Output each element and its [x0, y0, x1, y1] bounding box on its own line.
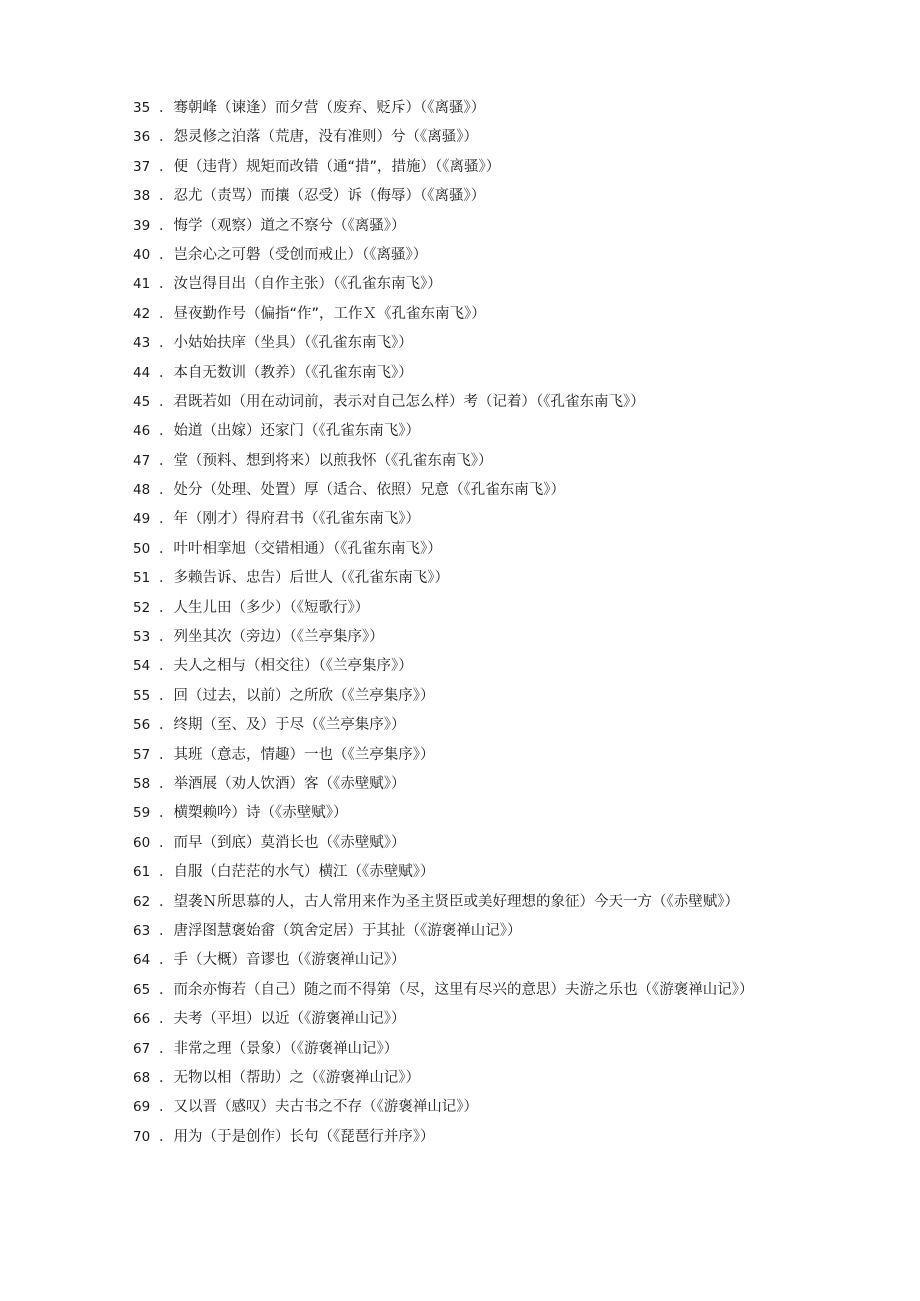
entry-text: ．而早（到底）莫消长也（《赤壁赋》） [159, 834, 406, 851]
list-item [133, 333, 773, 353]
list-item [133, 803, 773, 823]
entry-number: 36 [133, 129, 151, 146]
entry-text: ．回（过去，以前）之所欣（《兰亭集序》） [159, 687, 435, 704]
entry-number: 60 [133, 834, 151, 851]
list-item [133, 304, 773, 324]
list-item [133, 480, 773, 500]
list-item [133, 1039, 773, 1059]
list-item [133, 157, 773, 177]
entry-number: 47 [133, 452, 151, 469]
list-item [133, 1009, 773, 1029]
entry-text: ．非常之理（景象）（《游褒禅山记》） [159, 1040, 399, 1057]
entry-number: 63 [133, 922, 151, 939]
entry-number: 70 [133, 1128, 151, 1145]
entry-number: 54 [133, 658, 151, 675]
list-item [133, 950, 773, 970]
list-item [133, 274, 773, 294]
entry-list [133, 98, 773, 1156]
entry-text: ．君既若如（用在动词前，表示对自己怎么样）考（记着）（《孔雀东南飞》） [159, 393, 645, 410]
entry-number: 39 [133, 217, 151, 234]
entry-number: 55 [133, 687, 151, 704]
list-item [133, 686, 773, 706]
entry-text: ．便（违背）规矩而改错（通“措”，措施）（《离骚》） [159, 158, 501, 175]
entry-number: 57 [133, 746, 151, 763]
entry-text: ．多赖告诉、忠告）后世人（《孔雀东南飞》） [159, 570, 449, 587]
entry-text: ．昼夜勤作号（偏指“作”，工作Ｘ《孔雀东南飞》） [159, 305, 486, 322]
list-item [133, 1068, 773, 1088]
entry-number: 56 [133, 717, 151, 734]
list-item [133, 451, 773, 471]
entry-text: ．夫考（平坦）以近（《游褒禅山记》） [159, 1011, 406, 1028]
entry-text: ．横槊赖吟）诗（《赤壁赋》） [159, 805, 348, 822]
entry-number: 64 [133, 952, 151, 969]
entry-text: ．而余亦悔若（自己）随之而不得第（尽，这里有尽兴的意思）夫游之乐也（《游褒禅山记》） [159, 981, 754, 998]
entry-number: 69 [133, 1099, 151, 1116]
entry-text: ．骞朝峰（谏逢）而夕营（废弃、贬斥）（《离骚》） [159, 100, 486, 116]
entry-number: 46 [133, 423, 151, 440]
list-item [133, 245, 773, 265]
entry-number: 45 [133, 393, 151, 410]
entry-text: ．悔学（观察）道之不察兮（《离骚》） [159, 217, 406, 234]
list-item [133, 1127, 773, 1147]
entry-text: ．忍尤（责骂）而攘（忍受）诉（侮辱）（《离骚》） [159, 188, 486, 205]
entry-number: 61 [133, 864, 151, 881]
entry-text: ．终期（至、及）于尽（《兰亭集序》） [159, 717, 406, 734]
entry-number: 66 [133, 1011, 151, 1028]
entry-number: 52 [133, 599, 151, 616]
entry-text: ．堂（预料、想到将来）以煎我怀（《孔雀东南飞》） [159, 452, 493, 469]
list-item [133, 745, 773, 765]
list-item [133, 1097, 773, 1117]
list-item [133, 656, 773, 676]
entry-text: ．人生儿田（多少）（《短歌行》） [159, 599, 370, 616]
list-item [133, 627, 773, 647]
entry-number: 68 [133, 1069, 151, 1086]
entry-number: 51 [133, 570, 151, 587]
entry-number: 65 [133, 981, 151, 998]
entry-number: 58 [133, 775, 151, 792]
entry-text: ．怨灵修之泊落（荒唐，没有准则）兮（《离骚》） [159, 129, 478, 146]
entry-number: 40 [133, 246, 151, 263]
entry-text: ．望袭Ｎ所思慕的人，古人常用来作为圣主贤臣或美好理想的象征）今天一方（《赤壁赋》） [159, 893, 739, 910]
entry-text: ．本自无数训（教养）（《孔雀东南飞》） [159, 364, 413, 381]
entry-text: ．其班（意志，情趣）一也（《兰亭集序》） [159, 746, 435, 763]
entry-text: ．汝岂得目出（自作主张）（《孔雀东南飞》） [159, 276, 442, 293]
entry-text: ．唐浮图慧褒始畲（筑舍定居）于其扯（《游褒禅山记》） [159, 922, 522, 939]
entry-number: 41 [133, 276, 151, 293]
entry-text: ．小姑始扶庠（坐具）（《孔雀东南飞》） [159, 335, 413, 352]
entry-text: ．举酒展（劝人饮酒）客（《赤壁赋》） [159, 775, 406, 792]
list-item [133, 980, 773, 1000]
list-item [133, 392, 773, 412]
list-item [133, 568, 773, 588]
entry-number: 35 [133, 100, 151, 116]
list-item [133, 186, 773, 206]
entry-text: ．处分（处理、处置）厚（适合、依照）兄意（《孔雀东南飞》） [159, 482, 565, 499]
entry-text: ．叶叶相挛旭（交错相通）（《孔雀东南飞》） [159, 540, 442, 557]
entry-number: 44 [133, 364, 151, 381]
list-item [133, 509, 773, 529]
entry-number: 49 [133, 511, 151, 528]
list-item [133, 421, 773, 441]
list-item [133, 892, 773, 912]
entry-number: 43 [133, 335, 151, 352]
entry-text: ．岂余心之可磐（受创而戒止）（《离骚》） [159, 246, 428, 263]
entry-number: 62 [133, 893, 151, 910]
entry-text: ．始道（出嫁）还家门（《孔雀东南飞》） [159, 423, 420, 440]
list-item [133, 363, 773, 383]
entry-text: ．手（大概）音谬也（《游褒禅山记》） [159, 952, 406, 969]
entry-number: 53 [133, 629, 151, 646]
entry-text: ．年（刚才）得府君书（《孔雀东南飞》） [159, 511, 420, 528]
list-item [133, 833, 773, 853]
entry-number: 38 [133, 188, 151, 205]
entry-text: ．列坐其次（旁边）（《兰亭集序》） [159, 629, 384, 646]
entry-number: 50 [133, 540, 151, 557]
list-item [133, 216, 773, 236]
entry-text: ．无物以相（帮助）之（《游褒禅山记》） [159, 1069, 420, 1086]
entry-number: 59 [133, 805, 151, 822]
list-item [133, 598, 773, 618]
list-item [133, 921, 773, 941]
list-item [133, 774, 773, 794]
entry-text: ．自服（白茫茫的水气）横江（《赤壁赋》） [159, 864, 435, 881]
list-item [133, 862, 773, 882]
list-item [133, 715, 773, 735]
entry-text: ．又以晋（感叹）夫古书之不存（《游褒禅山记》） [159, 1099, 478, 1116]
entry-text: ．用为（于是创作）长句（《琵琶行并序》） [159, 1128, 435, 1145]
entry-number: 37 [133, 158, 151, 175]
entry-number: 48 [133, 482, 151, 499]
list-item [133, 98, 773, 118]
list-item [133, 539, 773, 559]
entry-number: 42 [133, 305, 151, 322]
entry-text: ．夫人之相与（相交往）（《兰亭集序》） [159, 658, 413, 675]
list-item [133, 127, 773, 147]
entry-number: 67 [133, 1040, 151, 1057]
